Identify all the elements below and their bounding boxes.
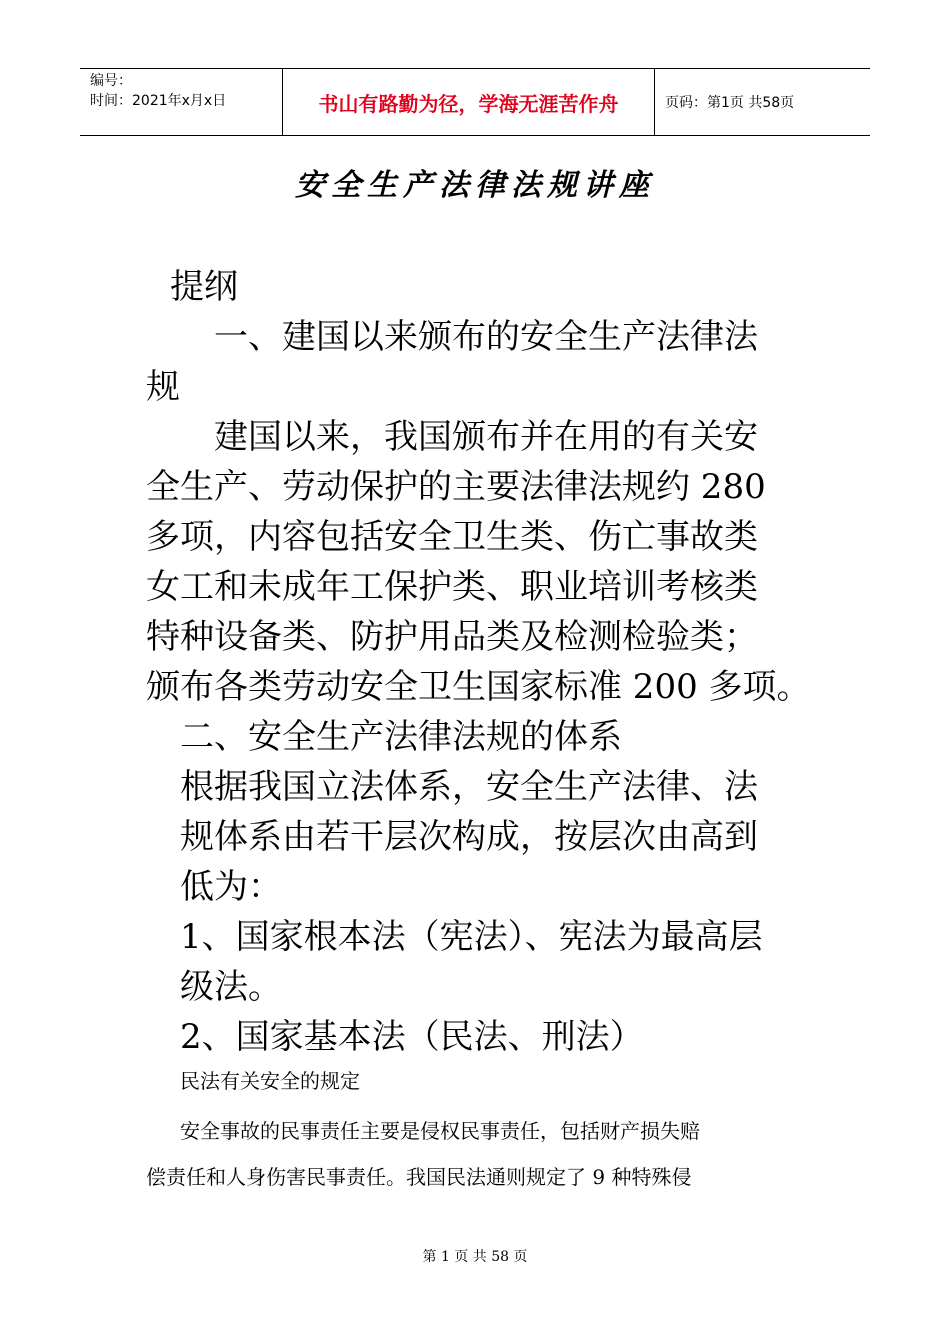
section-2-heading: 二、安全生产法律法规的体系 bbox=[180, 717, 622, 757]
paragraph-3-line: 安全事故的民事责任主要是侵权民事责任，包括财产损失赔 bbox=[180, 1119, 700, 1143]
section-1-heading: 一、建国以来颁布的安全生产法律法 bbox=[214, 317, 758, 357]
time-label: 时间：2021年x月x日 bbox=[90, 93, 227, 109]
paragraph-2-line: 低为： bbox=[180, 867, 282, 907]
paragraph-3-line: 偿责任和人身伤害民事责任。我国民法通则规定了 9 种特殊侵 bbox=[146, 1165, 692, 1189]
paragraph-1-line: 建国以来，我国颁布并在用的有关安 bbox=[214, 417, 758, 457]
paragraph-2-line: 规体系由若干层次构成，按层次由高到 bbox=[180, 817, 758, 857]
list-item-1-cont: 级法。 bbox=[180, 967, 282, 1007]
outline-heading: 提纲 bbox=[170, 267, 238, 307]
header-motto-cell bbox=[282, 69, 655, 135]
list-item-2: 2、国家基本法（民法、刑法） bbox=[180, 1017, 644, 1057]
page-footer: 第 1 页 共 58 页 bbox=[422, 1249, 528, 1265]
paragraph-1-line: 女工和未成年工保护类、职业培训考核类 bbox=[146, 567, 758, 607]
header-table bbox=[80, 68, 870, 136]
section-1-heading-cont: 规 bbox=[146, 367, 180, 407]
header-left-cell bbox=[80, 69, 282, 135]
list-item-1: 1、国家根本法（宪法）、宪法为最高层 bbox=[180, 917, 763, 957]
paragraph-1-line: 全生产、劳动保护的主要法律法规约 280 bbox=[146, 467, 766, 507]
subheading-civil-law: 民法有关安全的规定 bbox=[180, 1069, 360, 1093]
paragraph-1-line: 多项，内容包括安全卫生类、伤亡事故类 bbox=[146, 517, 758, 557]
paragraph-1-line: 颁布各类劳动安全卫生国家标准 200 多项。 bbox=[146, 667, 811, 707]
paragraph-2-line: 根据我国立法体系，安全生产法律、法 bbox=[180, 767, 758, 807]
motto-text: 书山有路勤为径，学海无涯苦作舟 bbox=[318, 91, 619, 116]
number-label: 编号： bbox=[90, 73, 132, 89]
document-title: 安全生产法律法规讲座 bbox=[295, 168, 655, 203]
page-info: 页码：第1页 共58页 bbox=[665, 95, 795, 111]
header-page-cell bbox=[655, 69, 870, 135]
paragraph-1-line: 特种设备类、防护用品类及检测检验类； bbox=[146, 617, 758, 657]
